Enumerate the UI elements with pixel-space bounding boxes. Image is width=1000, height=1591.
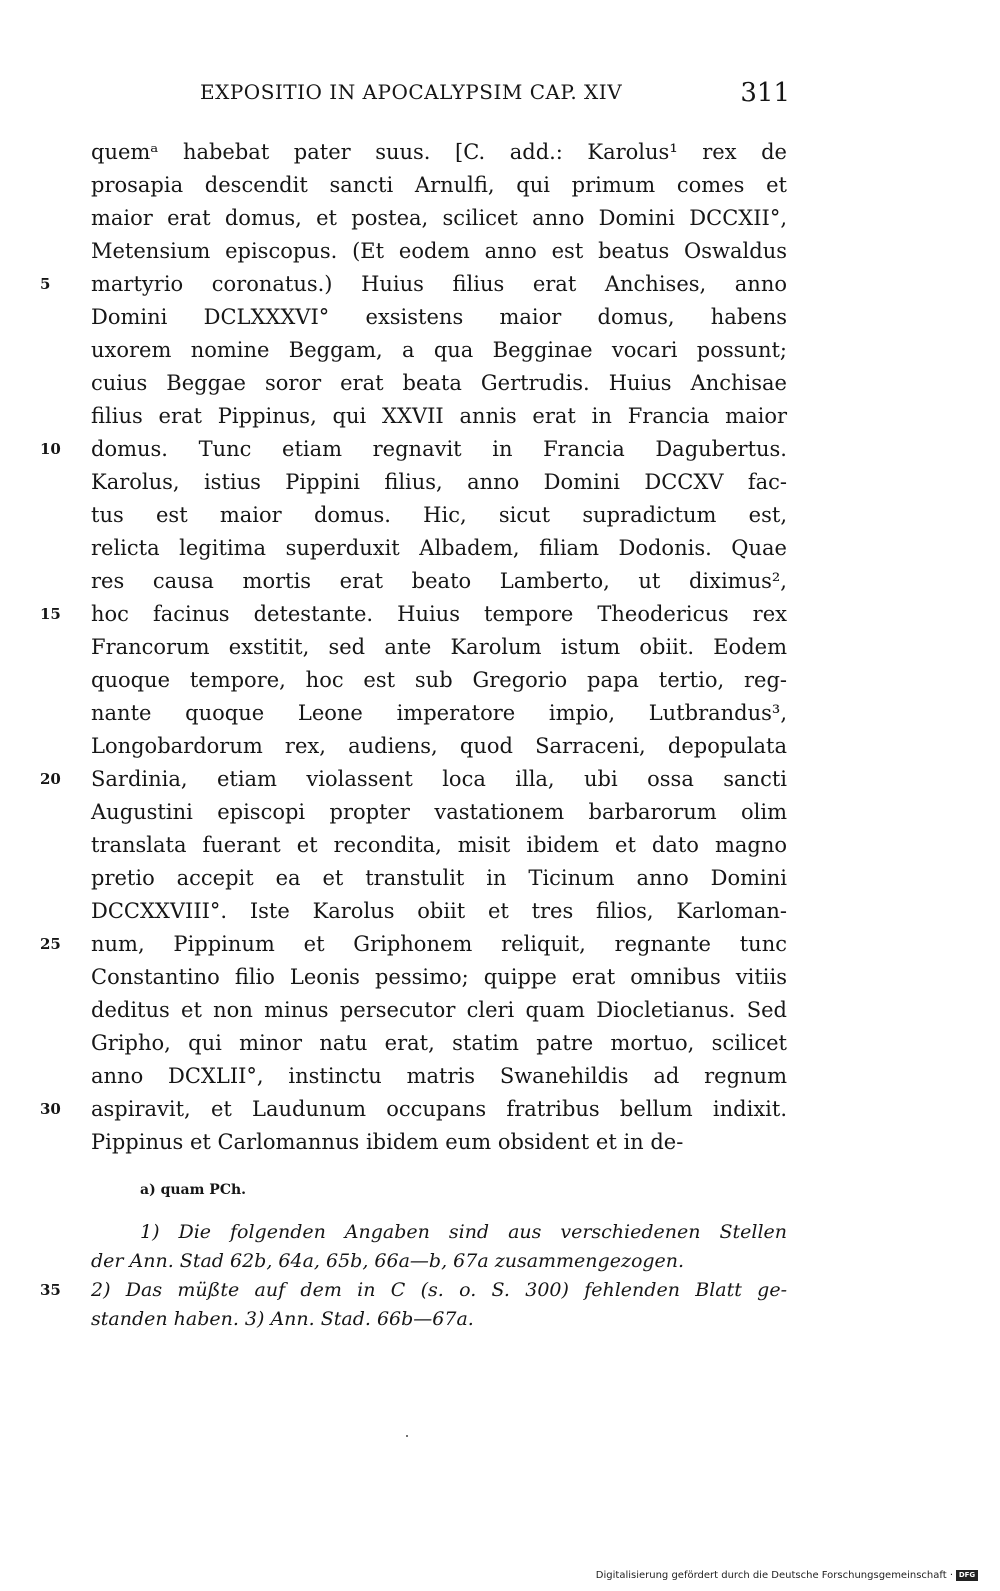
text-line: pretio accepit ea et transtulit in Ticinum anno Domini xyxy=(91,866,787,890)
text-line: Constantino filio Leonis pessimo; quippe erat omnibus vitiis xyxy=(91,965,787,989)
text-line: prosapia descendit sancti Arnulfi, qui primum comes et xyxy=(91,173,787,197)
text-line: Francorum exstitit, sed ante Karolum istum obiit. Eodem xyxy=(91,635,787,659)
text-line: res causa mortis erat beato Lamberto, ut diximus², xyxy=(91,569,787,593)
header-title: EXPOSITIO IN APOCALYPSIM CAP. XIV xyxy=(200,80,623,104)
footnote-line: der Ann. Stad 62b, 64a, 65b, 66a—b, 67a zusammengezogen. xyxy=(91,1250,685,1272)
footnote-line: standen haben. 3) Ann. Stad. 66b—67a. xyxy=(91,1308,474,1330)
line-number: 35 xyxy=(40,1281,61,1299)
text-line: martyrio coronatus.) Huius filius erat Anchises, anno xyxy=(91,272,787,296)
line-number: 5 xyxy=(40,275,51,293)
text-line: Domini DCLXXXVI° exsistens maior domus, habens xyxy=(91,305,787,329)
apparatus-note: a) quam PCh. xyxy=(140,1182,247,1198)
text-line: tus est maior domus. Hic, sicut supradictum est, xyxy=(91,503,787,527)
text-line: uxorem nomine Beggam, a qua Begginae vocari possunt; xyxy=(91,338,787,362)
text-line: anno DCXLII°, instinctu matris Swanehildis ad regnum xyxy=(91,1064,787,1088)
text-line: Gripho, qui minor natu erat, statim patre mortuo, scilicet xyxy=(91,1031,787,1055)
line-number: 10 xyxy=(40,440,61,458)
text-line: Metensium episcopus. (Et eodem anno est beatus Oswaldus xyxy=(91,239,787,263)
text-line: num, Pippinum et Griphonem reliquit, regnante tunc xyxy=(91,932,787,956)
text-line: Augustini episcopi propter vastationem barbarorum olim xyxy=(91,800,787,824)
footnote-line: 1) Die folgenden Angaben sind aus verschiedenen Stellen xyxy=(140,1221,787,1243)
credit-text: Digitalisierung gefördert durch die Deutsche Forschungsgemeinschaft · xyxy=(595,1570,953,1581)
text-line: translata fuerant et recondita, misit ibidem et dato magno xyxy=(91,833,787,857)
text-line: Sardinia, etiam violassent loca illa, ubi ossa sancti xyxy=(91,767,787,791)
text-line: Pippinus et Carlomannus ibidem eum obsident et in de- xyxy=(91,1130,684,1154)
text-line: Longobardorum rex, audiens, quod Sarraceni, depopulata xyxy=(91,734,787,758)
page-number: 311 xyxy=(740,78,790,108)
text-line: domus. Tunc etiam regnavit in Francia Dagubertus. xyxy=(91,437,787,461)
text-line: DCCXXVIII°. Iste Karolus obiit et tres filios, Karloman- xyxy=(91,899,787,923)
text-line: deditus et non minus persecutor cleri quam Diocletianus. Sed xyxy=(91,998,787,1022)
text-line: maior erat domus, et postea, scilicet anno Domini DCCXII°, xyxy=(91,206,787,230)
text-line: relicta legitima superduxit Albadem, filiam Dodonis. Quae xyxy=(91,536,787,560)
line-number: 30 xyxy=(40,1100,61,1118)
text-line: aspiravit, et Laudunum occupans fratribus bellum indixit. xyxy=(91,1097,787,1121)
text-line: Karolus, istius Pippini filius, anno Domini DCCXV fac- xyxy=(91,470,787,494)
text-line: cuius Beggae soror erat beata Gertrudis. Huius Anchisae xyxy=(91,371,787,395)
line-number: 25 xyxy=(40,935,61,953)
line-number: 20 xyxy=(40,770,61,788)
footnote-line: 2) Das müßte auf dem in C (s. o. S. 300) fehlenden Blatt ge- xyxy=(91,1279,787,1301)
text-line: nante quoque Leone imperatore impio, Lutbrandus³, xyxy=(91,701,787,725)
text-line: hoc facinus detestante. Huius tempore Theodericus rex xyxy=(91,602,787,626)
running-header xyxy=(200,78,790,112)
dfg-logo-icon: DFG xyxy=(956,1570,978,1581)
text-line: quoque tempore, hoc est sub Gregorio papa tertio, reg- xyxy=(91,668,787,692)
line-number: 15 xyxy=(40,605,61,623)
text-line: filius erat Pippinus, qui XXVII annis erat in Francia maior xyxy=(91,404,787,428)
speck xyxy=(406,1435,408,1437)
digitization-credit xyxy=(596,1570,978,1581)
text-line: quemᵃ habebat pater suus. [C. add.: Karolus¹ rex de xyxy=(91,140,787,164)
